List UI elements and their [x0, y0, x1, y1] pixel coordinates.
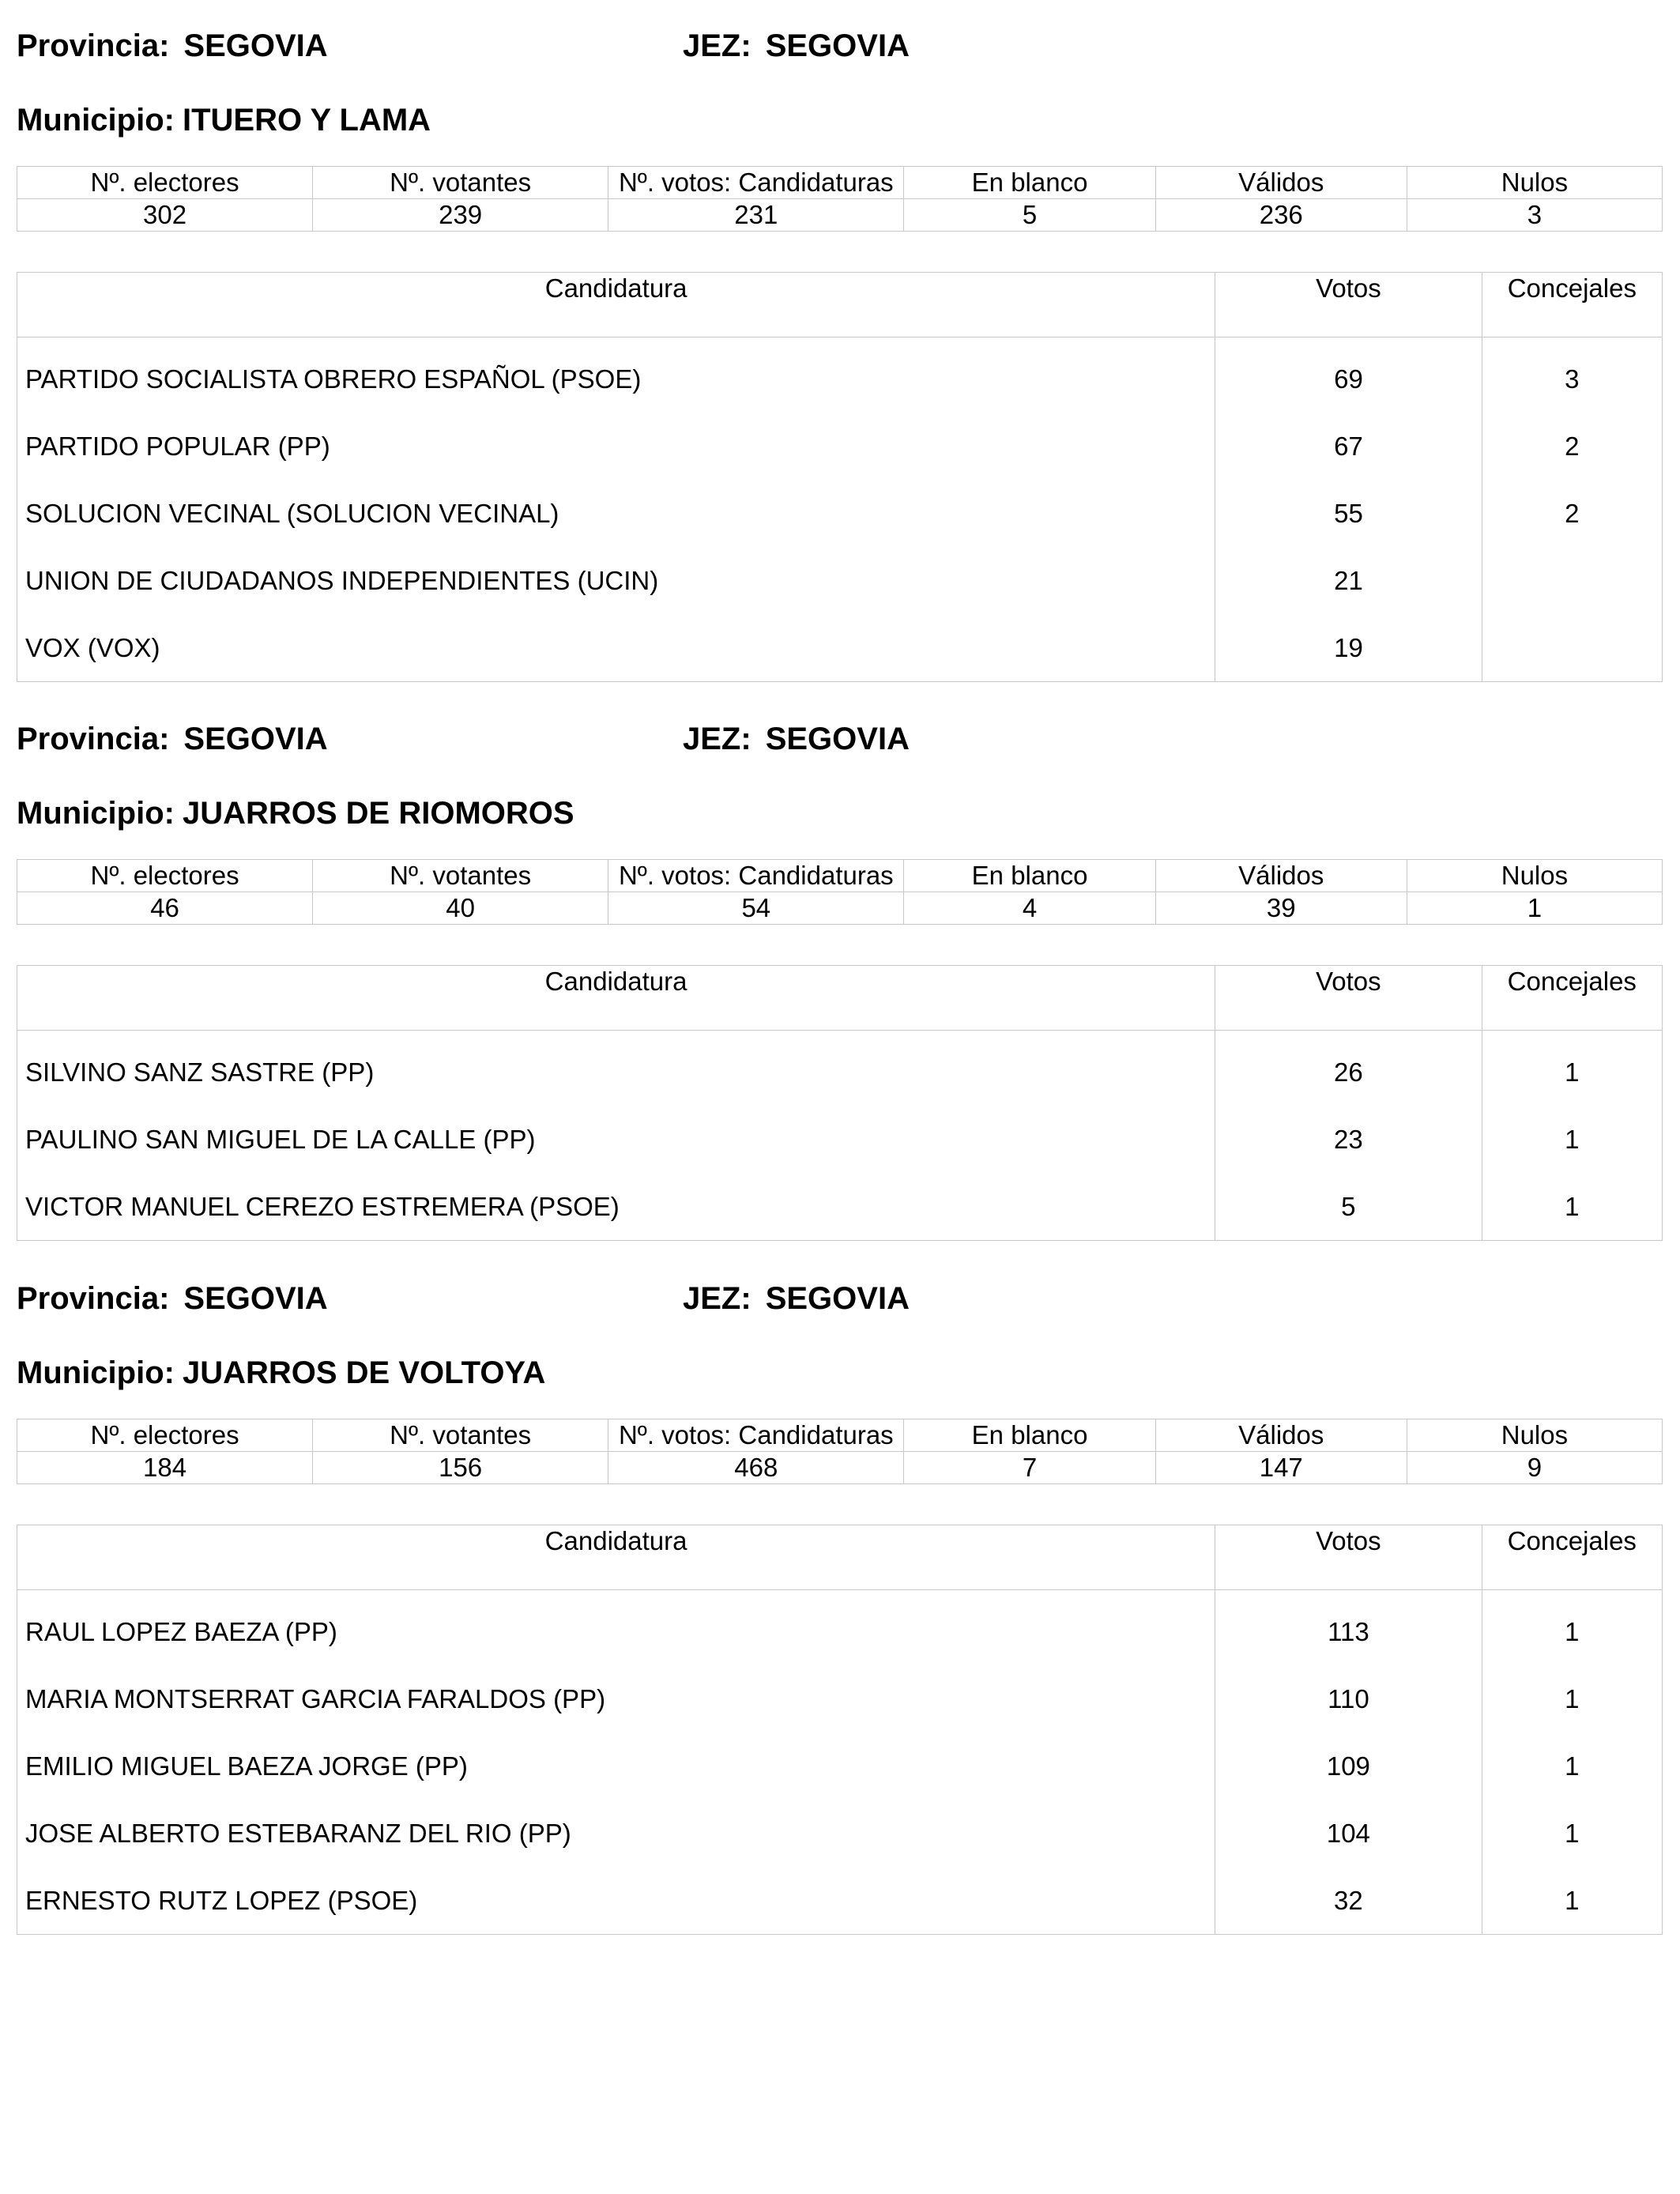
candidate-name: PARTIDO POPULAR (PP) [17, 413, 1215, 480]
candidate-votos: 32 [1215, 1867, 1482, 1935]
stats-value-cell: 1 [1407, 892, 1662, 925]
candidates-table [17, 965, 1663, 1241]
provincia-value: SEGOVIA [183, 28, 328, 63]
candidates-table [17, 1525, 1663, 1935]
stats-value-cell: 7 [904, 1452, 1155, 1484]
candidates-header-cell: Votos [1215, 1525, 1482, 1590]
stats-header-cell: Nulos [1407, 860, 1662, 892]
jez-header [683, 715, 910, 763]
candidate-votos: 110 [1215, 1665, 1482, 1732]
candidate-row [17, 1867, 1663, 1935]
municipio-section [17, 22, 1663, 733]
stats-value-row [17, 892, 1663, 925]
stats-header-row [17, 860, 1663, 892]
candidate-name: JOSE ALBERTO ESTEBARANZ DEL RIO (PP) [17, 1800, 1215, 1867]
candidate-concejales: 1 [1482, 1800, 1662, 1867]
stats-header-cell: Nº. electores [17, 860, 313, 892]
stats-header-row [17, 167, 1663, 199]
candidates-header-cell: Votos [1215, 966, 1482, 1031]
candidates-table [17, 272, 1663, 682]
candidate-row [17, 337, 1663, 413]
candidate-votos: 113 [1215, 1590, 1482, 1666]
candidate-concejales: 1 [1482, 1031, 1662, 1106]
stats-table [17, 166, 1663, 232]
municipio-value: JUARROS DE VOLTOYA [182, 1355, 546, 1390]
candidate-concejales: 2 [1482, 480, 1662, 547]
jez-label: JEZ: [683, 1281, 751, 1316]
candidate-name: EMILIO MIGUEL BAEZA JORGE (PP) [17, 1732, 1215, 1800]
municipio-value: ITUERO Y LAMA [182, 103, 431, 138]
stats-value-cell: 54 [608, 892, 904, 925]
jez-value: SEGOVIA [765, 28, 910, 63]
municipio-section [17, 1275, 1663, 1986]
stats-header-cell: Nº. electores [17, 167, 313, 199]
jez-label: JEZ: [683, 28, 751, 63]
provincia-header [17, 22, 328, 70]
candidate-name: PAULINO SAN MIGUEL DE LA CALLE (PP) [17, 1106, 1215, 1173]
municipio-value: JUARROS DE RIOMOROS [182, 796, 574, 831]
stats-value-cell: 39 [1155, 892, 1407, 925]
stats-header-cell: Nº. votos: Candidaturas [608, 860, 904, 892]
candidate-votos: 104 [1215, 1800, 1482, 1867]
stats-value-cell: 147 [1155, 1452, 1407, 1484]
candidate-votos: 69 [1215, 337, 1482, 413]
stats-value-cell: 184 [17, 1452, 313, 1484]
municipio-label: Municipio: [17, 103, 175, 138]
candidate-concejales: 1 [1482, 1173, 1662, 1241]
stats-table [17, 859, 1663, 925]
stats-value-cell: 5 [904, 199, 1155, 232]
candidate-row [17, 547, 1663, 614]
candidate-concejales: 2 [1482, 413, 1662, 480]
candidate-row [17, 1173, 1663, 1241]
jez-label: JEZ: [683, 722, 751, 756]
candidates-header-row [17, 966, 1663, 1031]
provincia-value: SEGOVIA [183, 1281, 328, 1316]
candidates-header-cell: Concejales [1482, 273, 1662, 337]
stats-header-cell: Nº. votantes [313, 860, 608, 892]
stats-value-cell: 3 [1407, 199, 1662, 232]
candidate-row [17, 1106, 1663, 1173]
stats-header-cell: Válidos [1155, 1419, 1407, 1452]
municipio-label: Municipio: [17, 796, 175, 831]
provincia-label: Provincia: [17, 722, 170, 756]
stats-header-cell: Válidos [1155, 167, 1407, 199]
stats-header-cell: En blanco [904, 1419, 1155, 1452]
candidate-votos: 5 [1215, 1173, 1482, 1241]
candidate-votos: 67 [1215, 413, 1482, 480]
candidate-name: VOX (VOX) [17, 614, 1215, 682]
jez-header [683, 1275, 910, 1322]
candidate-row [17, 614, 1663, 682]
stats-value-cell: 468 [608, 1452, 904, 1484]
candidate-name: VICTOR MANUEL CEREZO ESTREMERA (PSOE) [17, 1173, 1215, 1241]
candidate-concejales: 1 [1482, 1106, 1662, 1173]
stats-table [17, 1419, 1663, 1484]
candidate-concejales: 1 [1482, 1665, 1662, 1732]
candidate-concejales [1482, 614, 1662, 682]
candidate-concejales [1482, 547, 1662, 614]
provincia-header [17, 1275, 328, 1322]
stats-header-cell: Nº. electores [17, 1419, 313, 1452]
candidate-votos: 26 [1215, 1031, 1482, 1106]
stats-value-cell: 231 [608, 199, 904, 232]
stats-value-cell: 239 [313, 199, 608, 232]
candidate-row [17, 1590, 1663, 1666]
candidate-votos: 19 [1215, 614, 1482, 682]
candidate-concejales: 3 [1482, 337, 1662, 413]
candidate-votos: 23 [1215, 1106, 1482, 1173]
candidates-header-cell: Votos [1215, 273, 1482, 337]
candidate-concejales: 1 [1482, 1867, 1662, 1935]
candidate-row [17, 1800, 1663, 1867]
candidate-name: PARTIDO SOCIALISTA OBRERO ESPAÑOL (PSOE) [17, 337, 1215, 413]
municipio-header [17, 96, 431, 144]
stats-value-cell: 4 [904, 892, 1155, 925]
candidate-row [17, 1665, 1663, 1732]
candidate-row [17, 413, 1663, 480]
stats-header-cell: Nº. votantes [313, 1419, 608, 1452]
stats-value-row [17, 199, 1663, 232]
candidate-concejales: 1 [1482, 1732, 1662, 1800]
candidate-concejales: 1 [1482, 1590, 1662, 1666]
candidate-row [17, 1732, 1663, 1800]
provincia-header [17, 715, 328, 763]
stats-value-cell: 156 [313, 1452, 608, 1484]
jez-value: SEGOVIA [765, 722, 910, 756]
candidates-header-cell: Concejales [1482, 1525, 1662, 1590]
jez-value: SEGOVIA [765, 1281, 910, 1316]
candidate-name: SOLUCION VECINAL (SOLUCION VECINAL) [17, 480, 1215, 547]
municipio-header [17, 790, 574, 837]
stats-header-cell: Nº. votos: Candidaturas [608, 1419, 904, 1452]
stats-header-cell: Nulos [1407, 167, 1662, 199]
stats-header-cell: Nulos [1407, 1419, 1662, 1452]
provincia-label: Provincia: [17, 1281, 170, 1316]
candidate-row [17, 1031, 1663, 1106]
stats-value-cell: 302 [17, 199, 313, 232]
provincia-label: Provincia: [17, 28, 170, 63]
candidate-name: SILVINO SANZ SASTRE (PP) [17, 1031, 1215, 1106]
candidate-row [17, 480, 1663, 547]
candidates-header-row [17, 273, 1663, 337]
candidates-header-row [17, 1525, 1663, 1590]
candidates-header-cell: Candidatura [17, 1525, 1215, 1590]
municipio-header [17, 1349, 545, 1397]
candidates-header-cell: Concejales [1482, 966, 1662, 1031]
stats-header-cell: Nº. votantes [313, 167, 608, 199]
stats-header-row [17, 1419, 1663, 1452]
stats-header-cell: En blanco [904, 167, 1155, 199]
candidate-name: RAUL LOPEZ BAEZA (PP) [17, 1590, 1215, 1666]
municipio-label: Municipio: [17, 1355, 175, 1390]
stats-value-cell: 46 [17, 892, 313, 925]
stats-value-cell: 236 [1155, 199, 1407, 232]
candidate-votos: 55 [1215, 480, 1482, 547]
stats-value-cell: 9 [1407, 1452, 1662, 1484]
stats-value-cell: 40 [313, 892, 608, 925]
candidates-header-cell: Candidatura [17, 966, 1215, 1031]
candidate-name: ERNESTO RUTZ LOPEZ (PSOE) [17, 1867, 1215, 1935]
candidate-name: UNION DE CIUDADANOS INDEPENDIENTES (UCIN) [17, 547, 1215, 614]
provincia-value: SEGOVIA [183, 722, 328, 756]
candidate-votos: 21 [1215, 547, 1482, 614]
stats-header-cell: Nº. votos: Candidaturas [608, 167, 904, 199]
jez-header [683, 22, 910, 70]
candidates-header-cell: Candidatura [17, 273, 1215, 337]
candidate-name: MARIA MONTSERRAT GARCIA FARALDOS (PP) [17, 1665, 1215, 1732]
candidate-votos: 109 [1215, 1732, 1482, 1800]
stats-header-cell: En blanco [904, 860, 1155, 892]
stats-header-cell: Válidos [1155, 860, 1407, 892]
stats-value-row [17, 1452, 1663, 1484]
